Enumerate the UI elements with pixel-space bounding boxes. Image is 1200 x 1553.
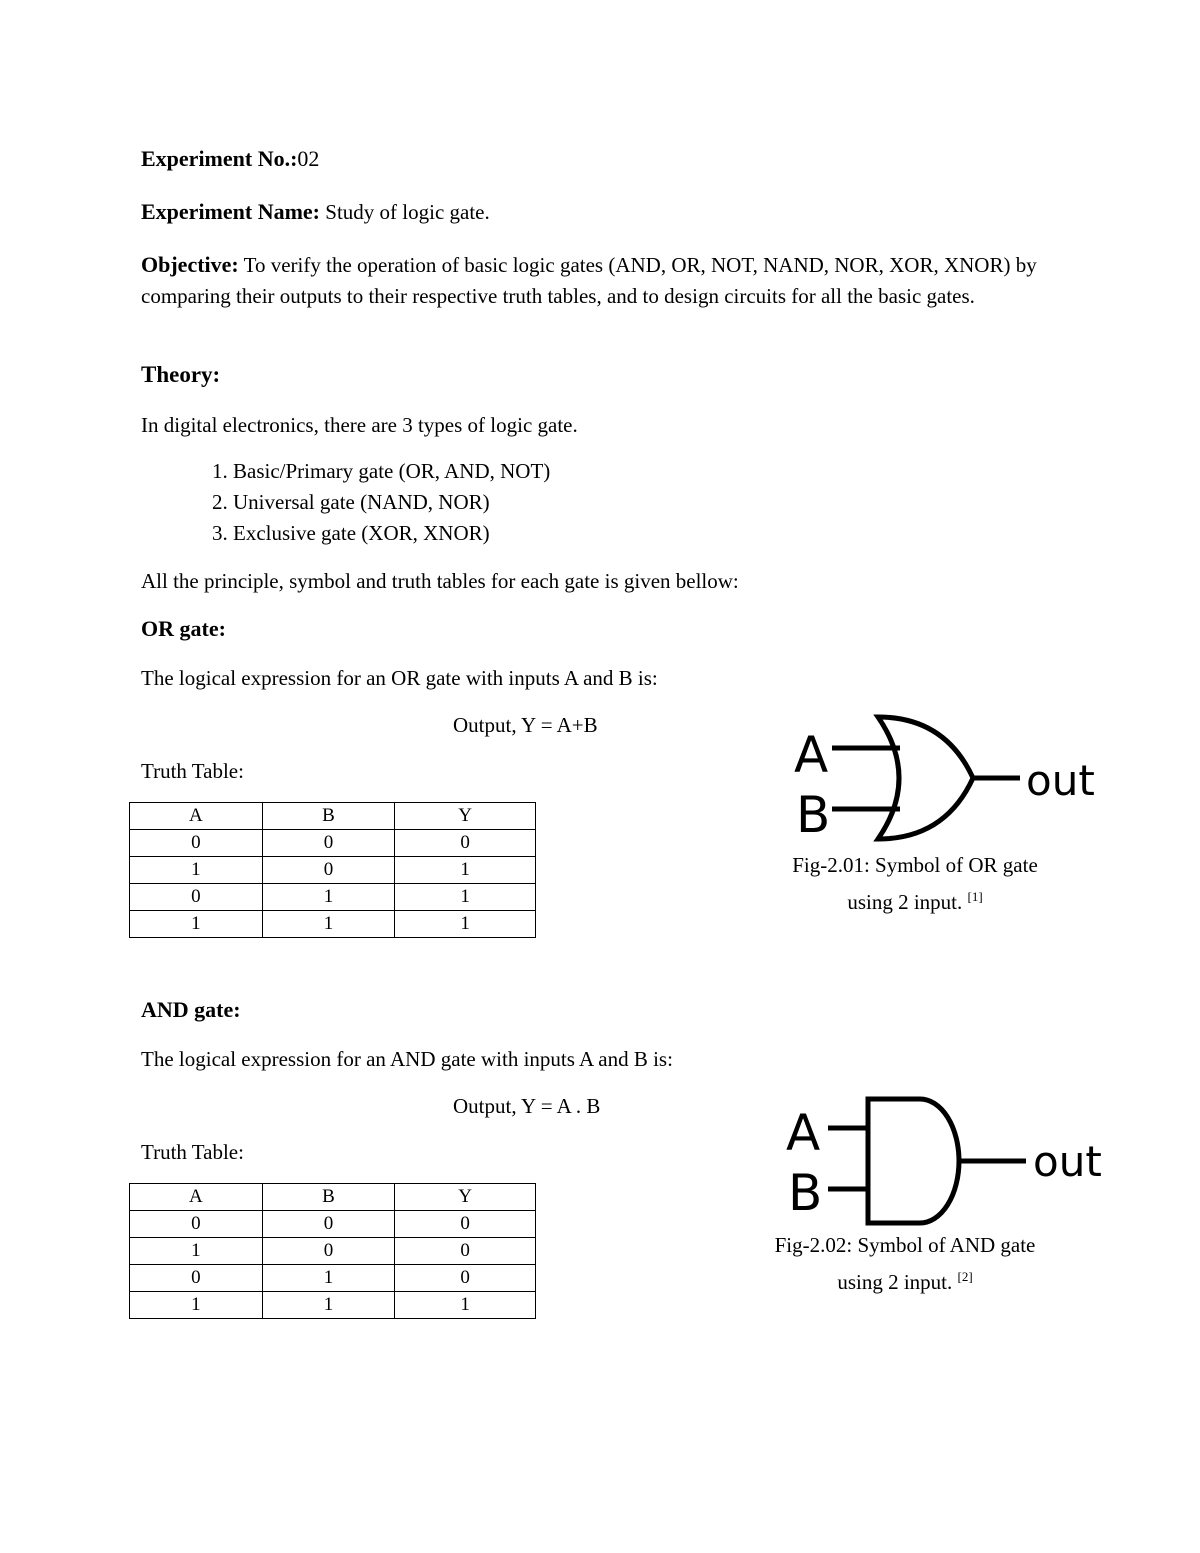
header-y: Y	[395, 803, 536, 830]
or-expression: Output, Y = A+B	[453, 713, 598, 737]
objective-paragraph	[141, 249, 1071, 311]
or-gate-symbol	[780, 705, 1100, 855]
header-a: A	[130, 1184, 263, 1211]
header-y: Y	[395, 1184, 536, 1211]
table-cell: 0	[130, 1265, 263, 1292]
table-row	[130, 1238, 536, 1265]
and-truth-table-label: Truth Table:	[141, 1140, 244, 1164]
or-expression-intro: The logical expression for an OR gate with inputs A and B is:	[141, 666, 658, 690]
objective-label: Objective:	[141, 252, 239, 277]
table-header-row	[130, 1184, 536, 1211]
experiment-name-label: Experiment Name:	[141, 199, 321, 224]
and-input-a-label: A	[786, 1104, 821, 1162]
table-cell: 0	[130, 884, 263, 911]
table-cell: 0	[395, 1211, 536, 1238]
and-input-b-label: B	[788, 1164, 823, 1222]
table-row	[130, 1292, 536, 1319]
table-cell: 1	[130, 857, 263, 884]
table-cell: 1	[262, 1265, 395, 1292]
or-truth-table	[129, 802, 536, 938]
objective-text: To verify the operation of basic logic gates (AND, OR, NOT, NAND, NOR, XOR, XNOR) by comparing their outputs to their respective truth tables, and to design circuits for all the basic gates.	[141, 253, 1037, 308]
table-cell: 0	[262, 1211, 395, 1238]
table-cell: 1	[395, 1292, 536, 1319]
table-cell: 1	[395, 857, 536, 884]
table-cell: 0	[262, 857, 395, 884]
table-cell: 0	[262, 830, 395, 857]
and-expression: Output, Y = A . B	[453, 1094, 601, 1118]
table-row	[130, 830, 536, 857]
and-citation-ref: [2]	[957, 1269, 973, 1284]
experiment-name	[141, 196, 490, 228]
and-expression-intro: The logical expression for an AND gate with inputs A and B is:	[141, 1047, 673, 1071]
experiment-number-label: Experiment No.:	[141, 146, 298, 171]
header-a: A	[130, 803, 263, 830]
table-cell: 1	[395, 911, 536, 938]
gate-type-item: 2. Universal gate (NAND, NOR)	[212, 490, 490, 514]
gate-type-item: 3. Exclusive gate (XOR, XNOR)	[212, 521, 490, 545]
table-cell: 1	[262, 884, 395, 911]
or-figure-caption	[740, 850, 1090, 918]
or-input-a-label: A	[794, 726, 829, 784]
table-cell: 0	[395, 830, 536, 857]
theory-intro: In digital electronics, there are 3 types of logic gate.	[141, 413, 578, 437]
gate-types-list	[212, 456, 550, 549]
or-truth-table-label: Truth Table:	[141, 759, 244, 783]
table-cell: 0	[262, 1238, 395, 1265]
or-input-b-label: B	[796, 786, 831, 844]
table-cell: 0	[130, 1211, 263, 1238]
table-cell: 0	[130, 830, 263, 857]
table-row	[130, 1265, 536, 1292]
table-header-row	[130, 803, 536, 830]
table-cell: 0	[395, 1238, 536, 1265]
and-gate-heading: AND gate:	[141, 997, 241, 1022]
and-gate-symbol	[780, 1090, 1110, 1240]
table-row	[130, 857, 536, 884]
table-row	[130, 1211, 536, 1238]
gate-type-item: 1. Basic/Primary gate (OR, AND, NOT)	[212, 459, 551, 483]
table-cell: 1	[130, 1238, 263, 1265]
theory-heading: Theory:	[141, 362, 221, 387]
and-truth-table	[129, 1183, 536, 1319]
theory-closing: All the principle, symbol and truth tables for each gate is given bellow:	[141, 569, 739, 593]
or-citation-ref: [1]	[967, 889, 983, 904]
table-cell: 1	[130, 911, 263, 938]
or-caption-line1: Fig-2.01: Symbol of OR gate	[792, 853, 1038, 877]
header-b: B	[262, 803, 395, 830]
table-cell: 1	[262, 911, 395, 938]
experiment-number	[141, 143, 319, 175]
table-cell: 1	[130, 1292, 263, 1319]
or-gate-heading: OR gate:	[141, 616, 226, 641]
or-gate-body	[878, 717, 973, 839]
table-row	[130, 911, 536, 938]
experiment-name-value: Study of logic gate.	[320, 200, 490, 224]
and-caption-line2	[730, 1261, 1080, 1298]
table-row	[130, 884, 536, 911]
and-caption-line1: Fig-2.02: Symbol of AND gate	[774, 1233, 1036, 1257]
and-output-label: out	[1033, 1137, 1102, 1186]
table-cell: 1	[395, 884, 536, 911]
and-figure-caption	[730, 1230, 1080, 1298]
or-output-label: out	[1026, 756, 1095, 805]
and-caption-text: using 2 input.	[837, 1270, 958, 1294]
and-gate-body	[868, 1099, 959, 1223]
experiment-number-value: 02	[297, 146, 320, 171]
header-b: B	[262, 1184, 395, 1211]
or-caption-text: using 2 input.	[847, 890, 968, 914]
table-cell: 0	[395, 1265, 536, 1292]
or-caption-line2	[740, 881, 1090, 918]
table-cell: 1	[262, 1292, 395, 1319]
